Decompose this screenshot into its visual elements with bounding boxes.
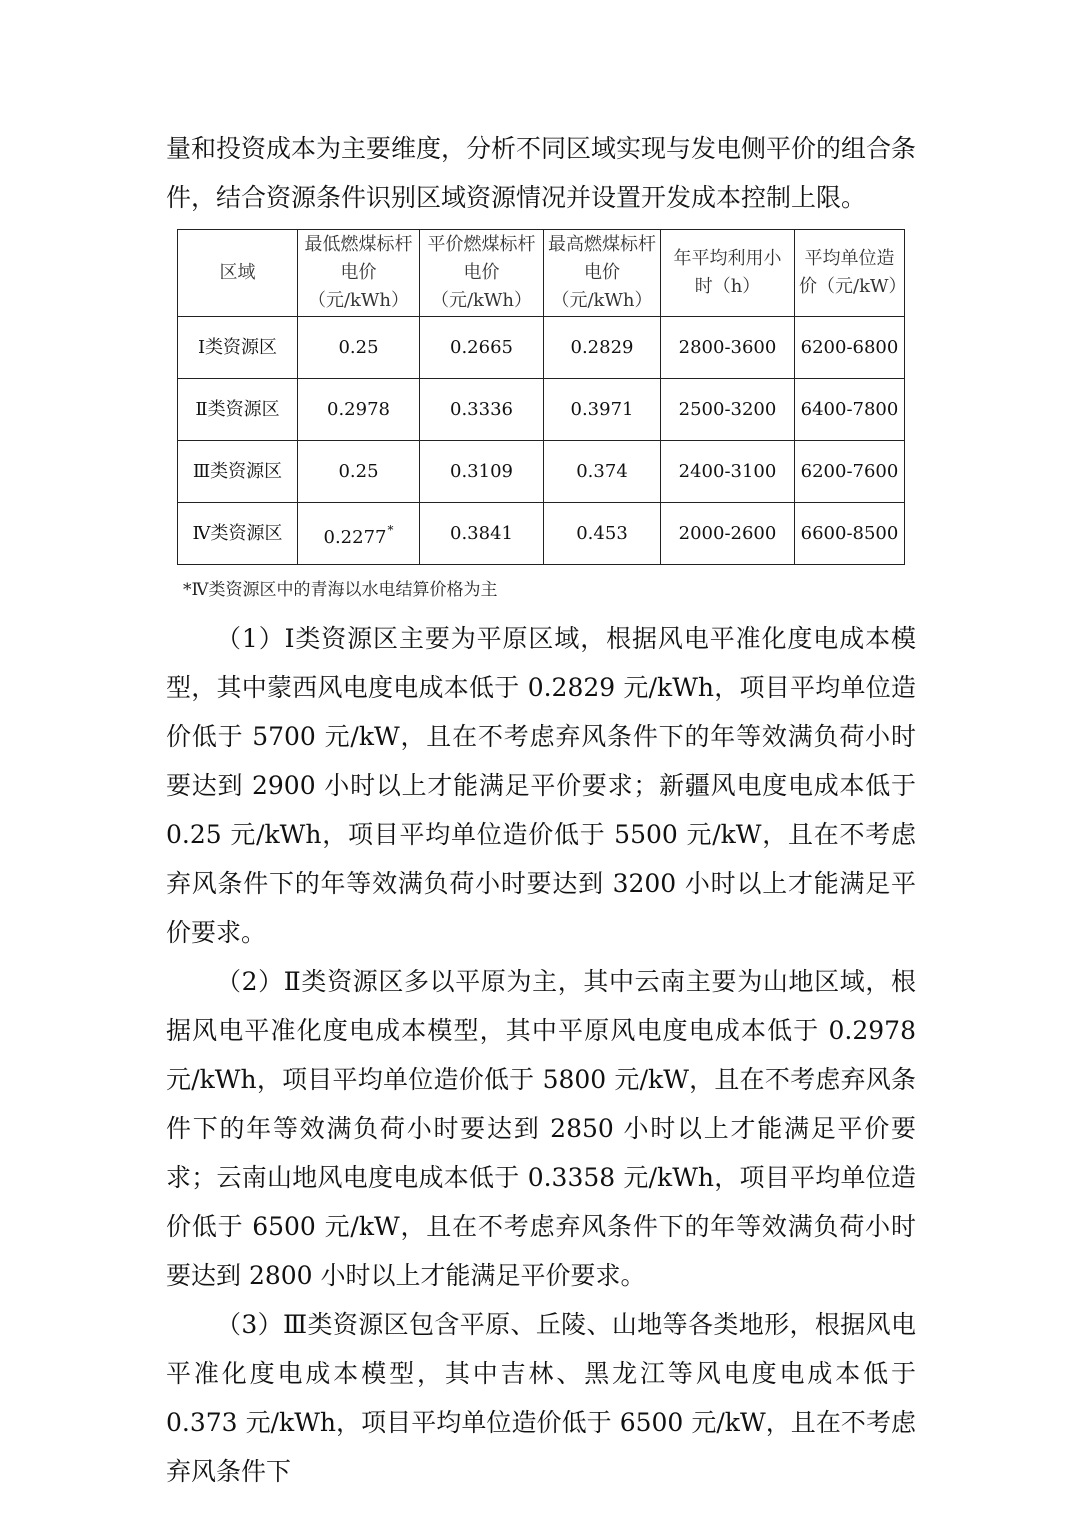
cell-min-price-value: 0.2277 [323, 526, 387, 548]
cell-parity-price: 0.3109 [420, 441, 544, 503]
cell-max-price: 0.2829 [544, 317, 661, 379]
cell-min-price [298, 317, 420, 379]
cell-min-price-value: 0.25 [338, 336, 379, 358]
cell-max-price: 0.3971 [544, 379, 661, 441]
cell-region: Ⅰ类资源区 [178, 317, 298, 379]
header-hours: 年平均利用小时（h） [661, 230, 795, 317]
header-max-price: 最高燃煤标杆电价（元/kWh） [544, 230, 661, 317]
header-region: 区域 [178, 230, 298, 317]
paragraph-zone-2: （2）Ⅱ类资源区多以平原为主，其中云南主要为山地区域，根据风电平准化度电成本模型，其中平原风电度电成本低于 0.2978 元/kWh，项目平均单位造价低于 5800 元/kW，且在不考虑弃风条件下的年等效满负荷小时要达到 2850 小时以上才能满足平价要求；云南山地风电度电成本低于 0.3358 元/kWh，项目平均单位造价低于 6500 元/kW，且在不考虑弃风条件下的年等效满负荷小时要达到 2800 小时以上才能满足平价要求。 [166, 967, 916, 1290]
cell-parity-price: 0.3336 [420, 379, 544, 441]
table-row [178, 379, 905, 441]
cell-min-price [298, 379, 420, 441]
cell-parity-price: 0.3841 [420, 503, 544, 565]
table-footnote: *Ⅳ类资源区中的青海以水电结算价格为主 [183, 580, 498, 600]
header-parity-price: 平价燃煤标杆电价（元/kWh） [420, 230, 544, 317]
cell-region: Ⅲ类资源区 [178, 441, 298, 503]
cell-min-price [298, 441, 420, 503]
table-header-row [178, 230, 905, 317]
cell-min-price [298, 503, 420, 565]
table-row [178, 441, 905, 503]
cell-hours: 2500-3200 [661, 379, 795, 441]
cell-parity-price: 0.2665 [420, 317, 544, 379]
intro-text: 量和投资成本为主要维度，分析不同区域实现与发电侧平价的组合条件，结合资源条件识别区域资源情况并设置开发成本控制上限。 [166, 134, 917, 212]
cell-region: Ⅳ类资源区 [178, 503, 298, 565]
cell-max-price: 0.374 [544, 441, 661, 503]
cell-hours: 2000-2600 [661, 503, 795, 565]
cell-cost: 6400-7800 [795, 379, 905, 441]
cell-cost: 6600-8500 [795, 503, 905, 565]
body-paragraphs [166, 614, 916, 1496]
cell-cost: 6200-7600 [795, 441, 905, 503]
header-min-price: 最低燃煤标杆电价（元/kWh） [298, 230, 420, 317]
cell-max-price: 0.453 [544, 503, 661, 565]
cell-min-price-value: 0.2978 [327, 398, 390, 420]
cell-hours: 2400-3100 [661, 441, 795, 503]
table-row [178, 503, 905, 565]
table-row [178, 317, 905, 379]
footnote-marker: * [387, 522, 394, 537]
header-cost: 平均单位造价（元/kW） [795, 230, 905, 317]
paragraph-zone-3: （3）Ⅲ类资源区包含平原、丘陵、山地等各类地形，根据风电平准化度电成本模型，其中吉林、黑龙江等风电度电成本低于 0.373 元/kWh，项目平均单位造价低于 6500 元/kW，且在不考虑弃风条件下 [166, 1310, 916, 1486]
cell-region: Ⅱ类资源区 [178, 379, 298, 441]
resource-zone-table [177, 229, 905, 565]
paragraph-zone-1: （1）Ⅰ类资源区主要为平原区域，根据风电平准化度电成本模型，其中蒙西风电度电成本低于 0.2829 元/kWh，项目平均单位造价低于 5700 元/kW，且在不考虑弃风条件下的年等效满负荷小时要达到 2900 小时以上才能满足平价要求；新疆风电度电成本低于 0.25 元/kWh，项目平均单位造价低于 5500 元/kW，且在不考虑弃风条件下的年等效满负荷小时要达到 3200 小时以上才能满足平价要求。 [166, 624, 916, 947]
intro-paragraph [166, 124, 916, 222]
cell-hours: 2800-3600 [661, 317, 795, 379]
cell-min-price-value: 0.25 [338, 460, 379, 482]
cell-cost: 6200-6800 [795, 317, 905, 379]
